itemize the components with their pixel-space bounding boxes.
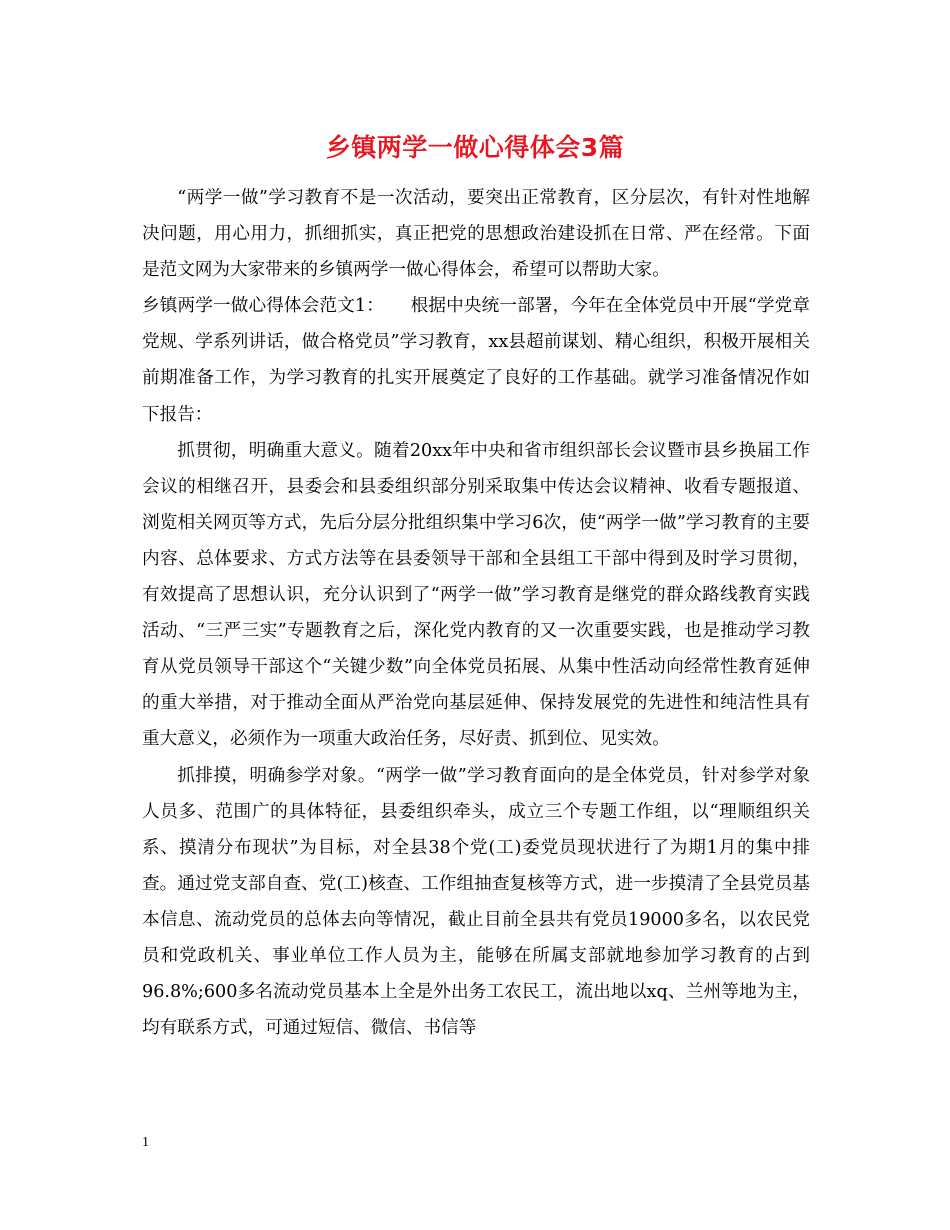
page-number: 1	[142, 1135, 149, 1150]
paragraph-sample-one-opening: 乡镇两学一做心得体会范文1： 根据中央统一部署，今年在全体党员中开展“学党章党规、学系列讲话，做合格党员”学习教育，xx县超前谋划、精心组织，积极开展相关前期准备工作，为学习教育的扎实开展奠定了良好的工作基础。就学习准备情况作如下报告：	[142, 296, 810, 425]
paragraph-intro: “两学一做”学习教育不是一次活动，要突出正常教育，区分层次，有针对性地解决问题，用心用力，抓细抓实，真正把党的思想政治建设抓在日常、严在经常。下面是范文网为大家带来的乡镇两学一做心得体会，希望可以帮助大家。	[142, 188, 810, 281]
document-title: 乡镇两学一做心得体会3篇	[325, 133, 625, 162]
paragraph-investigation: 抓排摸，明确参学对象。“两学一做”学习教育面向的是全体党员，针对参学对象人员多、范围广的具体特征，县委组织牵头，成立三个专题工作组，以“理顺组织关系、摸清分布现状”为目标，对全县38个党(工)委党员现状进行了为期1月的集中排查。通过党支部自查、党(工)核查、工作组抽查复核等方式，进一步摸清了全县党员基本信息、流动党员的总体去向等情况，截止目前全县共有党员19000多名，以农民党员和党政机关、事业单位工作人员为主，能够在所属支部就地参加学习教育的占到 96.8%;600多名流动党员基本上全是外出务工农民工，流出地以xq、兰州等地为主，均有联系方式，可通过短信、微信、书信等	[142, 765, 810, 1039]
paragraph-implementation: 抓贯彻，明确重大意义。随着20xx年中央和省市组织部长会议暨市县乡换届工作会议的相继召开，县委会和县委组织部分别采取集中传达会议精神、收看专题报道、浏览相关网页等方式，先后分层分批组织集中学习6次，使“两学一做”学习教育的主要内容、总体要求、方式方法等在县委领导干部和全县组工干部中得到及时学习贯彻，有效提高了思想认识，充分认识到了“两学一做”学习教育是继党的群众路线教育实践活动、“三严三实”专题教育之后，深化党内教育的又一次重要实践，也是推动学习教育从党员领导干部这个“关键少数”向全体党员拓展、从集中性活动向经常性教育延伸的重大举措，对于推动全面从严治党向基层延伸、保持发展党的先进性和纯洁性具有重大意义，必须作为一项重大政治任务，尽好责、抓到位、见实效。	[142, 440, 810, 750]
document-body	[142, 180, 810, 1046]
